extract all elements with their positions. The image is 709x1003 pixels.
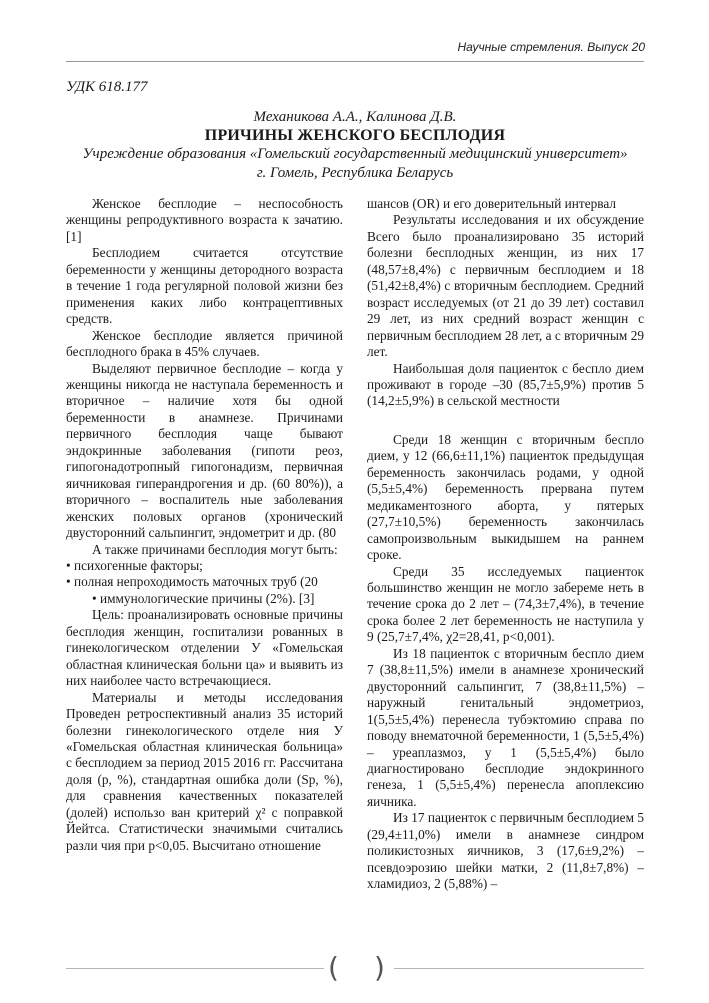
article-front-matter (66, 108, 644, 183)
running-header: Научные стремления. Выпуск 20 (457, 40, 645, 54)
paragraph-duration: Среди 35 исследуемых пациенток большинство женщин не могло забереме неть в течение срока до 2 лет – (74,3±7,4%), в течение срока более 2 лет беременность не наступила у 9 (25,7±7,4%, χ2=28,41, p<0,001). (367, 563, 644, 645)
paragraph-aim: Цель: проанализировать основные причины бесплодия женщин, госпитализи рованных в гинекологическом отделении У «Гомельская областная клиническая больни ца» и выявить из них наиболее часто встречающиеся. (66, 607, 343, 689)
affiliation-line-2: г. Гомель, Республика Беларусь (256, 165, 454, 181)
affiliation-line-1: Учреждение образования «Гомельский государственный медицинский университет» (82, 146, 628, 162)
footer-rule-left (66, 968, 324, 969)
footer-left-bracket: ( (328, 951, 339, 984)
left-column (66, 196, 343, 854)
bullet-tubal: • полная непроходимость маточных труб (20 (66, 574, 318, 590)
bullet-psychogenic: • психогенные факторы; (66, 557, 203, 573)
paragraph-infertility-criterion: Бесплодием считается отсутствие беременности у женщины детородного возраста в течение 1 года регулярной половой жизни без применения каких либо контрацептивных средств. (66, 245, 343, 327)
footer-right-bracket: ) (374, 951, 385, 984)
paragraph-secondary-outcomes: Среди 18 женщин с вторичным беспло дием, у 12 (66,6±11,1%) пациенток предыдущая беременность закончилась родами, у одной (5,5±5,4%) беременность прервана путем медикаментозного аборта, у пятерых (27,7±10,5%) беременность закончилась самопроизвольным выкидышем на раннем сроке. (367, 431, 644, 563)
page-footer (66, 951, 644, 988)
blank-gap (367, 410, 644, 432)
udk-code: УДК 618.177 (66, 79, 148, 95)
paragraph-methods: Материалы и методы исследования Проведен ретроспективный анализ 35 историй болезни гинекологического отделе ния У «Гомельская областная клиническая больница» с бесплодием за период 2015 2016 гг. Рассчитана доля (p, %), стандартная ошибка доли (Sp, %), для сравнения качественных показателей (долей) использо ван критерий χ² с поправкой Йейтса. Статистически значимыми считались разли чия при p<0,05. Высчитано отношение (66, 689, 343, 853)
paragraph-primary-anamnesis: Из 17 пациенток с первичным бесплодием 5 (29,4±11,0%) имели в анамнезе синдром поликистозных яичников, 3 (17,6±9,2%) – псевдоэрозию шейки матки, 2 (11,8±7,8%) – хламидиоз, 2 (5,88%) – (367, 810, 644, 892)
paragraph-residence: Наибольшая доля пациенток с беспло дием проживают в городе –30 (85,7±5,9%) против 5 (14,2±5,9%) в сельской местности (367, 360, 644, 409)
header-rule (66, 61, 644, 62)
paragraph-prevalence: Женское бесплодие является причиной бесплодного брака в 45% случаев. (66, 327, 343, 360)
paragraph-definition: Женское бесплодие – неспособность женщины репродуктивного возраста к зачатию. [1] (66, 196, 343, 244)
paragraph-continuation: шансов (OR) и его доверительный интервал (367, 196, 617, 211)
right-column (367, 196, 644, 893)
authors: Механикова А.А., Калинова Д.В. (253, 109, 457, 125)
bullet-immunological: • иммунологические причины (2%). [3] (92, 590, 315, 606)
paragraph-primary-secondary: Выделяют первичное бесплодие – когда у женщины никогда не наступала беременность и вторичное – наличие хотя бы одной беременности в анамнезе. Причинами первичного бесплодия чаще бывают эндокринные заболевания (гипоти реоз, гипогонадотропный гипогонадизм, первичная яичниковая гиперандрогения и др. (60 80%)), а вторичного – воспалитель ные заболевания женских половых органов (хронический двусторонний сальпингит, эндометрит и др. (80 (66, 360, 343, 541)
paragraph-secondary-anamnesis: Из 18 пациенток с вторичным беспло дием 7 (38,8±11,5%) имели в анамнезе хронический двусторонний сальпингит, 7 (38,8±11,5%) – наружный генитальный эндометриоз, 1(5,5±5,4%) перенесла тубэктомию справа по поводу внематочной беременности, 1 (5,5±5,4%) – уреаплазмоз, у 1 (5,5±5,4%) было диагностировано бесплодие эндокринного генеза, 1 (5,5±5,4%) перенесла апоплексию яичника. (367, 645, 644, 809)
footer-rule-right (394, 968, 644, 969)
article-title: ПРИЧИНЫ ЖЕНСКОГО БЕСПЛОДИЯ (204, 127, 506, 144)
paragraph-other-causes: А также причинами бесплодия могут быть: (92, 541, 338, 557)
paragraph-results: Результаты исследования и их обсуждение Всего было проанализировано 35 историй болезни бесплодных женщин, из них 17 (48,57±8,4%) с первичным бесплодием и 18 (51,42±8,4%) с вторичным бесплодием. Средний возраст исследуемых (от 21 до 39 лет) составил 29 лет, из них средний возраст женщин с первичным бесплодием 28 лет, а с вторичным 29 лет. (367, 212, 644, 360)
